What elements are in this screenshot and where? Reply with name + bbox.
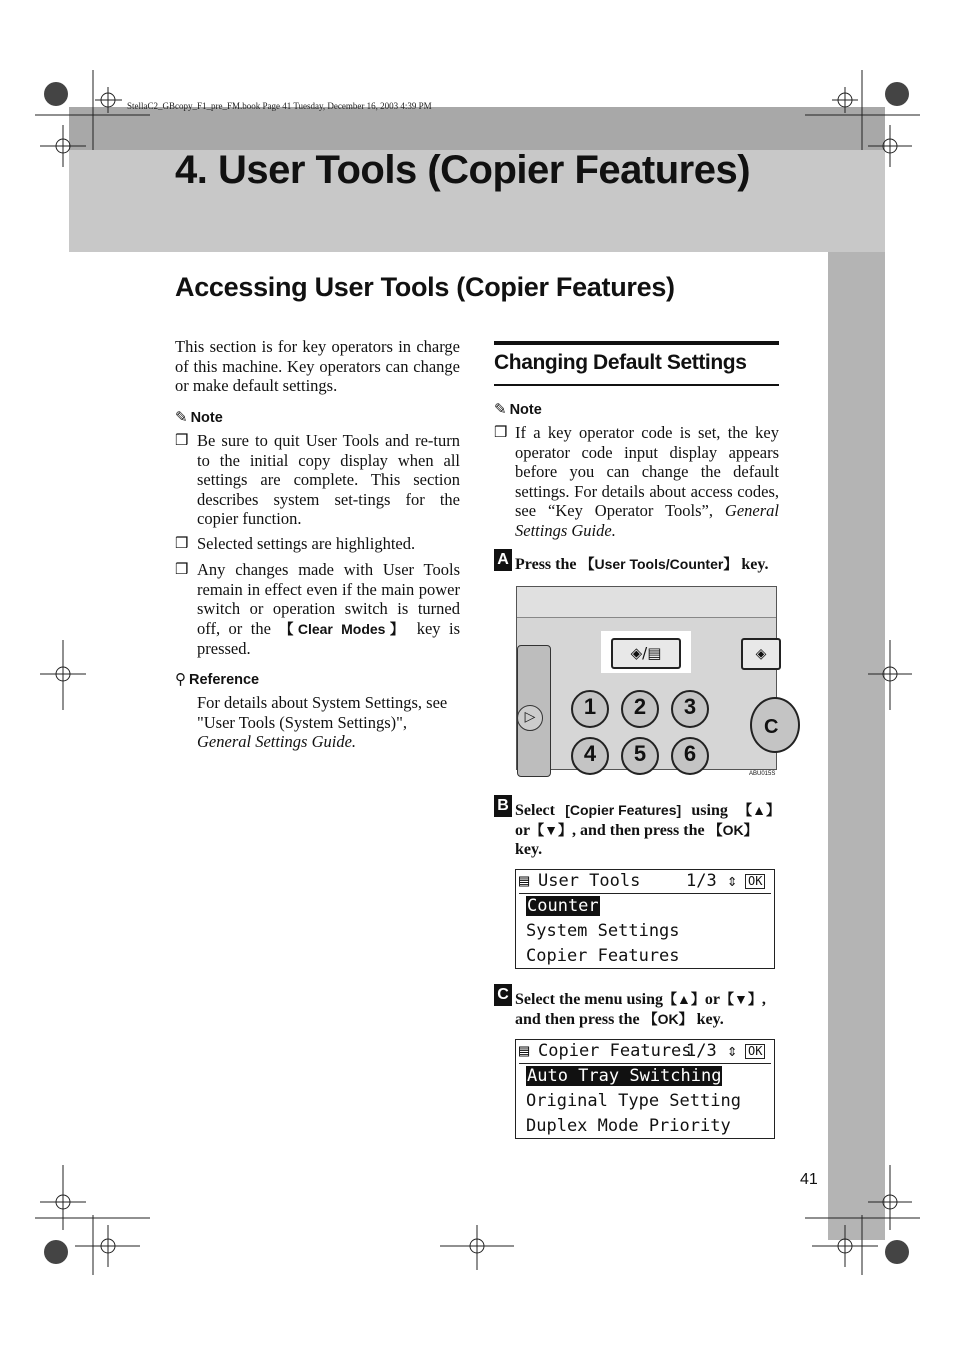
scroll-arrows-icon: ⇕ (727, 1041, 738, 1061)
print-slug: StellaC2_GBcopy_F1_pre_FM.book Page 41 Tuesday, December 16, 2003 4:39 PM (127, 101, 432, 111)
ok-indicator: OK (745, 874, 765, 889)
step-1-text: Press the 【User Tools/Counter】 key. (515, 556, 769, 573)
image-code: ABU015S (749, 771, 776, 777)
checkbox-icon: ❒ (494, 425, 508, 441)
chapter-title: 4. User Tools (Copier Features) (175, 148, 751, 192)
up-arrow-key: 【▲】 (738, 802, 780, 818)
checkbox-icon: ❒ (175, 536, 189, 552)
right-note-item: ❒ If a key operator code is set, the key operator code input display appears before you can change the default settings. For details about access codes, see “Key Operator Tools”, General Settings Guide. (494, 423, 779, 540)
right-note-heading: ✎ Note (494, 402, 542, 418)
checkbox-icon: ❒ (175, 433, 189, 449)
key-1[interactable]: 1 (571, 690, 609, 728)
screen-page: 1/3 (686, 1041, 717, 1061)
left-note-item-3: ❒ Any changes made with User Tools remain in effect even if the main power switch or operation switch is turned off, or the 【Clear Modes】 key is pressed. (175, 560, 461, 659)
screen-title: User Tools (538, 871, 641, 891)
menu-item-counter[interactable]: Counter (527, 896, 599, 916)
key-4[interactable]: 4 (571, 737, 609, 775)
reference-text: For details about System Settings, see "User Tools (System Settings)", General Settings Guide. (197, 693, 448, 752)
page-number: 41 (800, 1171, 818, 1188)
key-5[interactable]: 5 (621, 737, 659, 775)
up-arrow-key: 【▲】 (663, 991, 705, 1007)
ok-indicator: OK (745, 1044, 765, 1059)
subsection-title: Changing Default Settings (494, 351, 747, 374)
reference-heading: ⚲ Reference (175, 672, 260, 688)
copier-features-menu-ref: [Copier Features] (565, 802, 682, 818)
step-2-text: Select [Copier Features] using 【▲】 or【▼】, and then press the 【OK】 key. (515, 802, 780, 859)
menu-item-original-type-setting[interactable]: Original Type Setting (526, 1091, 741, 1111)
user-tools-counter-button[interactable]: ◈/▤ (611, 638, 681, 669)
clear-key[interactable]: C (750, 697, 800, 753)
screen-page: 1/3 (686, 871, 717, 891)
menu-icon: ▤ (519, 871, 530, 891)
left-note-heading: ✎ Note (175, 410, 223, 426)
menu-icon: ▤ (519, 1041, 530, 1061)
control-panel-illustration (516, 586, 777, 770)
interrupt-button[interactable]: ◈ (741, 638, 781, 670)
reference-icon: ⚲ (175, 672, 186, 688)
subsection-rule-bottom (494, 384, 779, 386)
left-note-item-1: ❒ Be sure to quit User Tools and re-turn to the initial copy display when all settings are complete. This section describes system set-tings for the copier function. (175, 431, 460, 529)
down-arrow-key: 【▼】 (719, 991, 762, 1007)
step-2-number: B (494, 795, 512, 817)
menu-item-duplex-mode-priority[interactable]: Duplex Mode Priority (526, 1116, 731, 1136)
left-note-item-2: ❒ Selected settings are highlighted. (175, 534, 416, 553)
screen-title: Copier Features (538, 1041, 692, 1061)
ok-key: 【OK】 (643, 1010, 693, 1027)
key-3[interactable]: 3 (671, 690, 709, 728)
section-title: Accessing User Tools (Copier Features) (175, 272, 675, 302)
down-arrow-key: 【▼】 (530, 821, 572, 838)
ok-key: 【OK】 (708, 821, 758, 838)
subsection-rule-top (494, 341, 779, 345)
menu-item-copier-features[interactable]: Copier Features (526, 946, 680, 966)
step-1-number: A (494, 549, 512, 571)
user-tools-counter-key: 【User Tools/Counter】 (580, 556, 738, 572)
pencil-icon: ✎ (175, 410, 188, 426)
step-3-text: Select the menu using【▲】or【▼】, and then press the 【OK】 key. (515, 991, 766, 1028)
key-2[interactable]: 2 (621, 690, 659, 728)
lcd-user-tools (515, 869, 775, 969)
key-6[interactable]: 6 (671, 737, 709, 775)
clear-modes-key: 【Clear Modes】 (279, 620, 409, 637)
menu-item-auto-tray-switching[interactable]: Auto Tray Switching (527, 1066, 722, 1086)
step-3-number: C (494, 984, 512, 1006)
menu-item-system-settings[interactable]: System Settings (526, 921, 680, 941)
start-icon: ▷ (517, 705, 543, 731)
checkbox-icon: ❒ (175, 562, 189, 578)
pencil-icon: ✎ (494, 402, 507, 418)
intro-paragraph: This section is for key operators in charge of this machine. Key operators can change or make default settings. (175, 337, 460, 396)
scroll-arrows-icon: ⇕ (727, 871, 738, 891)
lcd-copier-features (515, 1039, 775, 1139)
